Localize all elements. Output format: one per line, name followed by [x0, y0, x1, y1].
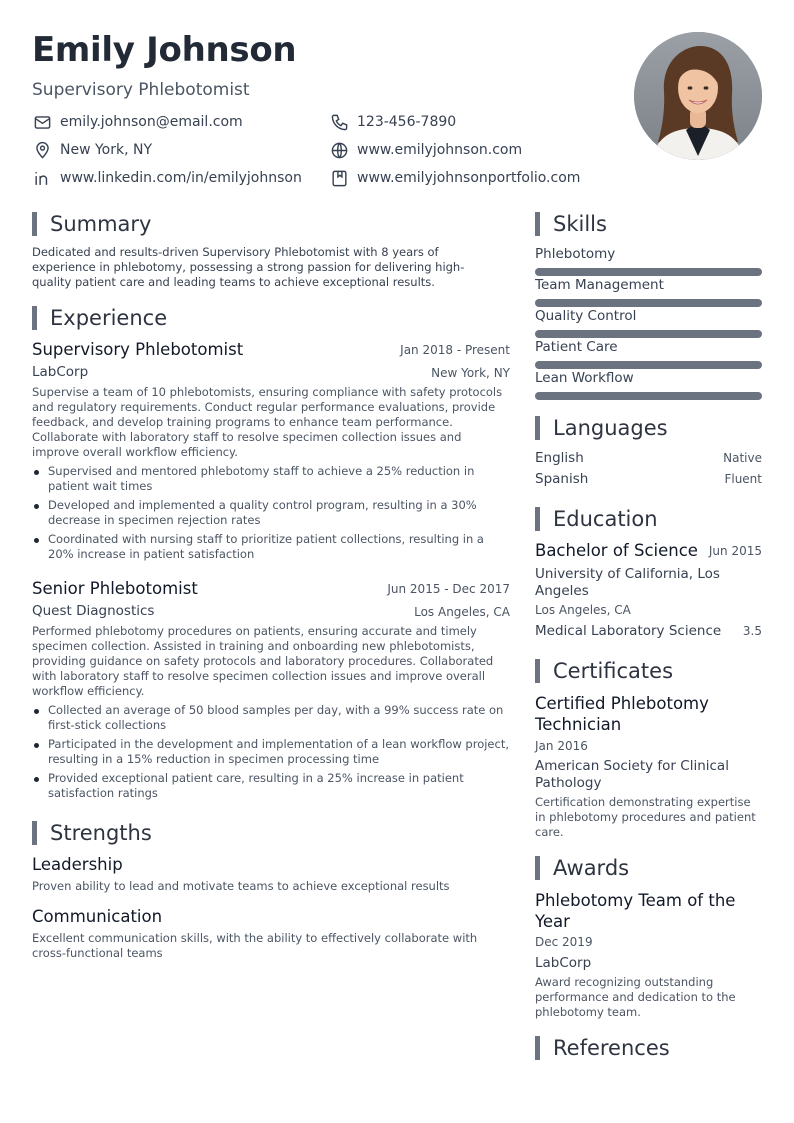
education-location: Los Angeles, CA	[535, 603, 631, 617]
section-accent-bar	[535, 659, 540, 683]
summary-text: Dedicated and results-driven Supervisory Phlebotomist with 8 years of experience in phlebotomy, possessing a strong passion for delivering high-quality patient care and leading teams to achieve exceptional results.	[32, 245, 465, 289]
language-item: Spanish Fluent	[535, 471, 762, 487]
job-company: Quest Diagnostics	[32, 603, 155, 619]
strength-title: Communication	[32, 907, 163, 926]
section-accent-bar	[535, 507, 540, 531]
award-issuer: LabCorp	[535, 955, 592, 971]
award-date: Dec 2019	[535, 935, 593, 949]
education-field: Medical Laboratory Science	[535, 623, 722, 639]
linkedin-text: www.linkedin.com/in/emilyjohnson	[60, 170, 302, 186]
list-item: Provided exceptional patient care, resulting in a 25% increase in patient satisfaction ratings	[32, 771, 512, 801]
contact-linkedin[interactable]	[32, 168, 302, 188]
candidate-name: Emily Johnson	[32, 30, 297, 70]
mail-icon	[32, 112, 52, 132]
candidate-title: Supervisory Phlebotomist	[32, 80, 250, 100]
phone-icon	[329, 112, 349, 132]
skill-item: Quality Control	[535, 308, 762, 338]
experience-heading: Experience	[32, 306, 167, 330]
email-text: emily.johnson@email.com	[60, 114, 243, 130]
skill-item: Team Management	[535, 277, 762, 307]
skills-heading: Skills	[535, 212, 607, 236]
section-accent-bar	[32, 821, 37, 845]
contact-phone[interactable]	[329, 112, 456, 132]
strength-text: Proven ability to lead and motivate teams to achieve exceptional results	[32, 879, 450, 893]
linkedin-icon	[32, 168, 52, 188]
section-accent-bar	[535, 416, 540, 440]
skill-level-bar	[535, 299, 762, 307]
education-degree: Bachelor of Science	[535, 541, 698, 560]
bookmark-icon	[329, 168, 349, 188]
contact-portfolio[interactable]	[329, 168, 580, 188]
list-item: Developed and implemented a quality control program, resulting in a 30% decrease in specimen rejection rates	[32, 498, 512, 528]
education-gpa: 3.5	[742, 624, 762, 638]
skill-item: Phlebotomy	[535, 246, 762, 276]
job-bullets	[32, 464, 512, 566]
job-bullets	[32, 703, 512, 805]
list-item: Coordinated with nursing staff to prioritize patient collections, resulting in a 20% increase in patient satisfaction	[32, 532, 512, 562]
section-accent-bar	[535, 1036, 540, 1060]
job-location: New York, NY	[431, 366, 510, 380]
portfolio-text: www.emilyjohnsonportfolio.com	[357, 170, 581, 186]
skill-item: Lean Workflow	[535, 370, 762, 400]
languages-heading: Languages	[535, 416, 668, 440]
award-text: Award recognizing outstanding performance and dedication to the phlebotomy team.	[535, 975, 736, 1019]
education-heading: Education	[535, 507, 658, 531]
website-text: www.emilyjohnson.com	[357, 142, 523, 158]
job-role: Supervisory Phlebotomist	[32, 340, 244, 359]
phone-text: 123-456-7890	[357, 114, 457, 130]
job-description: Supervise a team of 10 phlebotomists, ensuring compliance with safety protocols and regulatory requirements. Conduct regular performance evaluations, provide feedback, and develop training programs to enhance team performance. Collaborate with laboratory staff to resolve specimen collection issues and improve overall workflow efficiency.	[32, 385, 503, 459]
section-accent-bar	[32, 306, 37, 330]
contact-location	[32, 140, 152, 160]
job-dates: Jun 2015 - Dec 2017	[387, 582, 510, 596]
references-heading: References	[535, 1036, 670, 1060]
contact-email[interactable]	[32, 112, 243, 132]
awards-heading: Awards	[535, 856, 629, 880]
section-accent-bar	[535, 212, 540, 236]
skill-level-bar	[535, 392, 762, 400]
skill-level-bar	[535, 268, 762, 276]
list-item: Collected an average of 50 blood samples per day, with a 99% success rate on first-stick collections	[32, 703, 512, 733]
skill-item: Patient Care	[535, 339, 762, 369]
list-item: Supervised and mentored phlebotomy staff to achieve a 25% reduction in patient wait times	[32, 464, 512, 494]
certificate-title: Certified Phlebotomy Technician	[535, 694, 709, 734]
language-item: English Native	[535, 450, 762, 466]
job-company: LabCorp	[32, 364, 89, 380]
skill-level-bar	[535, 361, 762, 369]
contact-website[interactable]	[329, 140, 522, 160]
education-school: University of California, Los Angeles	[535, 566, 720, 599]
job-role: Senior Phlebotomist	[32, 579, 198, 598]
skill-level-bar	[535, 330, 762, 338]
section-accent-bar	[32, 212, 37, 236]
section-accent-bar	[535, 856, 540, 880]
strength-title: Leadership	[32, 855, 123, 874]
location-text: New York, NY	[60, 142, 153, 158]
award-title: Phlebotomy Team of the Year	[535, 891, 736, 931]
certificate-issuer: American Society for Clinical Pathology	[535, 758, 729, 791]
certificate-text: Certification demonstrating expertise in phlebotomy procedures and patient care.	[535, 795, 756, 839]
location-pin-icon	[32, 140, 52, 160]
list-item: Participated in the development and implementation of a lean workflow project, resulting in a 15% reduction in specimen processing time	[32, 737, 512, 767]
job-description: Performed phlebotomy procedures on patients, ensuring accurate and timely specimen collection. Assisted in training and onboarding new phlebotomists, providing guidance on safety protocols and laboratory procedures. Collaborated with laboratory staff to resolve specimen collection issues and improve overall workflow efficiency.	[32, 624, 494, 698]
job-location: Los Angeles, CA	[414, 605, 510, 619]
globe-icon	[329, 140, 349, 160]
strength-text: Excellent communication skills, with the ability to effectively collaborate with cross-functional teams	[32, 931, 478, 960]
summary-heading: Summary	[32, 212, 151, 236]
certificate-date: Jan 2016	[535, 739, 588, 753]
job-dates: Jan 2018 - Present	[400, 343, 510, 357]
education-date: Jun 2015	[708, 544, 762, 558]
certificates-heading: Certificates	[535, 659, 673, 683]
strengths-heading: Strengths	[32, 821, 152, 845]
profile-photo	[634, 32, 762, 160]
